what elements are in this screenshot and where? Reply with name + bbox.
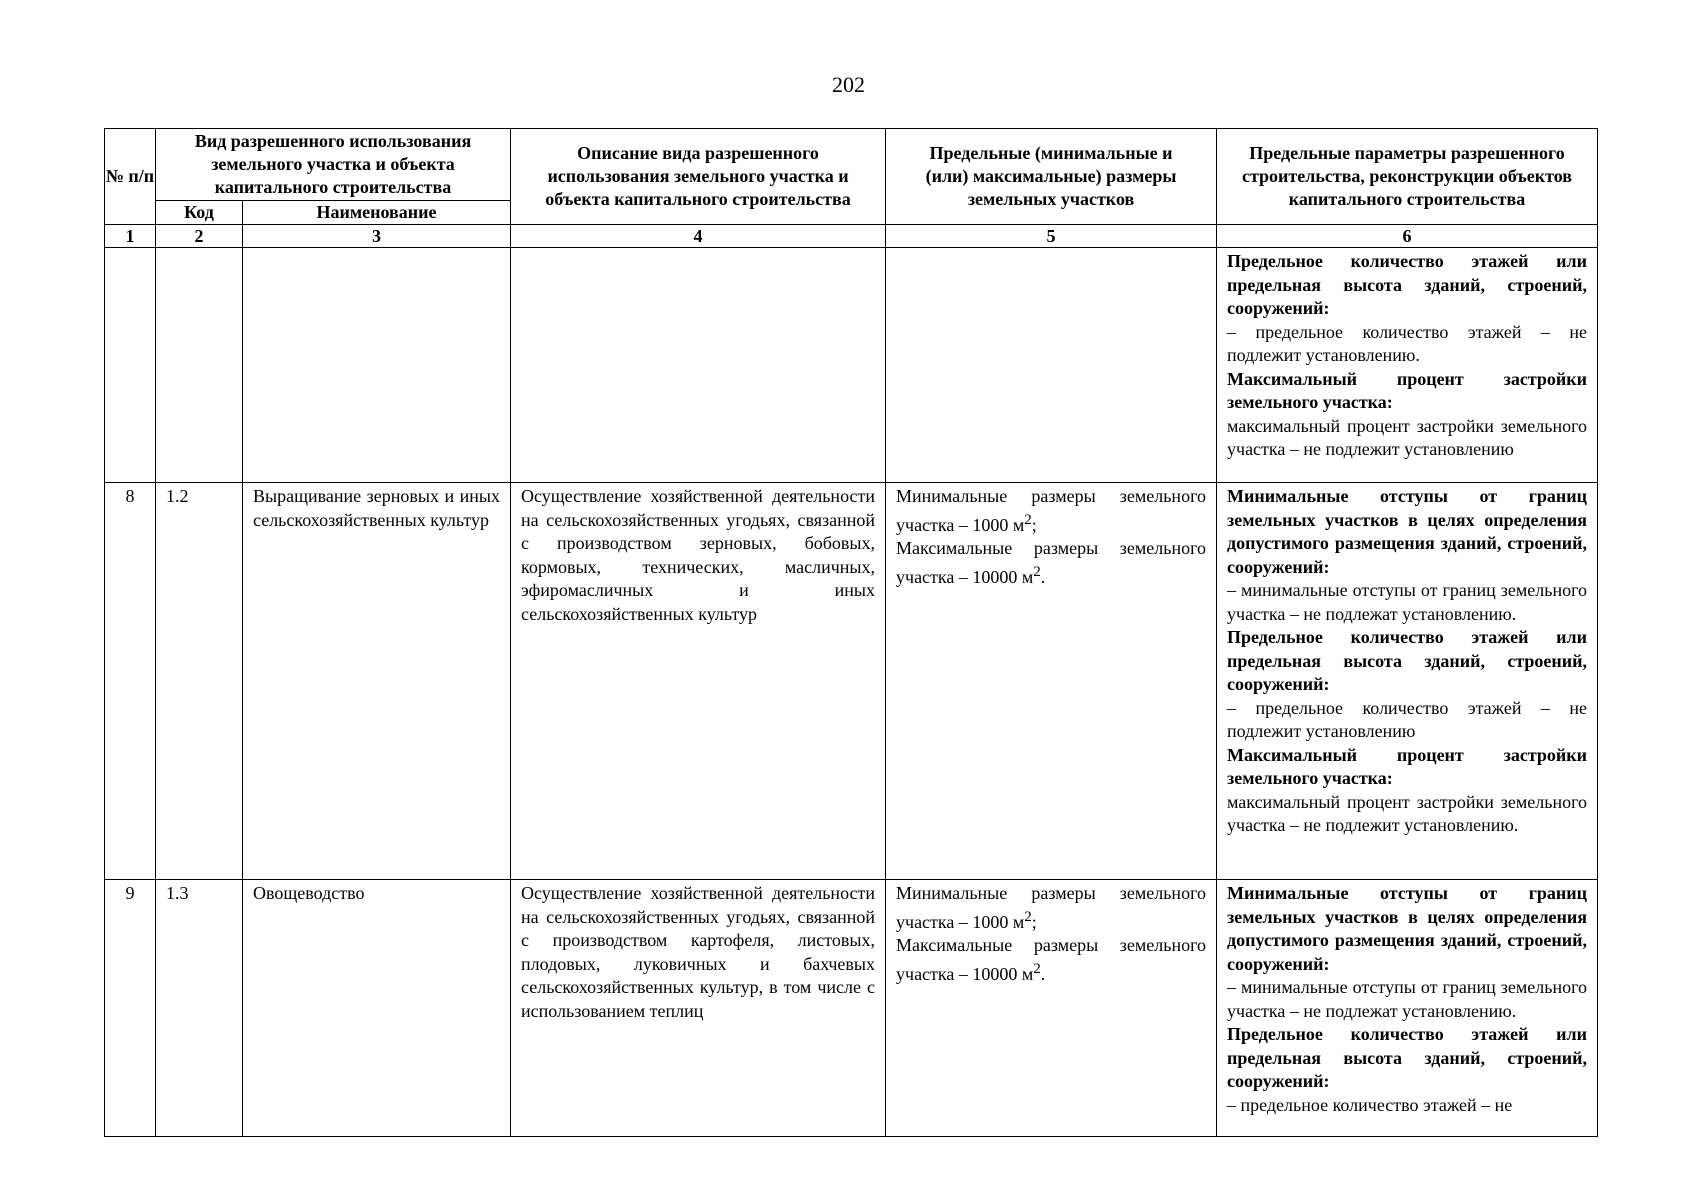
row-name <box>243 248 511 483</box>
table-row <box>105 880 1598 1137</box>
row-description <box>511 248 886 483</box>
row-params <box>1217 483 1598 880</box>
row-number <box>105 248 156 483</box>
param-heading: Минимальные отступы от границ земельных участков в целях определения допустимого размещения зданий, строений, сооружений: <box>1227 486 1588 577</box>
row-number: 8 <box>105 483 156 880</box>
column-number: 4 <box>511 225 886 248</box>
header-no: № п/п <box>105 129 156 225</box>
row-params <box>1217 248 1598 483</box>
header-use-type: Вид разрешенного использования земельного участка и объекта капитального строительства <box>156 129 511 201</box>
column-number: 3 <box>243 225 511 248</box>
row-description: Осуществление хозяйственной деятельности на сельскохозяйственных угодьях, связанной с производством зерновых, бобовых, кормовых, технических, масличных, эфиромасличных и иных сельскохозяйственных культур <box>511 483 886 880</box>
param-text: – предельное количество этажей – не <box>1227 1094 1513 1115</box>
page-number: 202 <box>832 72 865 97</box>
header-code: Код <box>156 201 243 225</box>
param-text: максимальный процент застройки земельного участка – не подлежит установлению <box>1227 415 1588 459</box>
row-sizes <box>886 880 1217 1137</box>
row-description: Осуществление хозяйственной деятельности на сельскохозяйственных угодьях, связанной с производством картофеля, листовых, плодовых, луковичных и бахчевых сельскохозяйственных культур, в том числе с использованием теплиц <box>511 880 886 1137</box>
superscript: 2 <box>1033 960 1041 977</box>
max-size: Максимальные размеры земельного участка – 10000 м <box>896 935 1207 984</box>
separator: ; <box>1031 514 1037 535</box>
superscript: 2 <box>1024 511 1032 528</box>
header-plot-sizes: Предельные (минимальные и (или) максимальные) размеры земельных участков <box>886 129 1217 225</box>
row-sizes <box>886 483 1217 880</box>
param-heading: Предельное количество этажей или предельная высота зданий, строений, сооружений: <box>1227 1024 1588 1091</box>
column-number: 6 <box>1217 225 1598 248</box>
superscript: 2 <box>1033 563 1041 580</box>
max-size: Максимальные размеры земельного участка – 10000 м <box>896 538 1207 587</box>
row-sizes <box>886 248 1217 483</box>
row-code <box>156 248 243 483</box>
table-row <box>105 483 1598 880</box>
separator: . <box>1040 566 1046 587</box>
min-size: Минимальные размеры земельного участка – 1000 м <box>896 486 1207 535</box>
row-code: 1.3 <box>156 880 243 1137</box>
param-heading: Максимальный процент застройки земельного участка: <box>1227 368 1588 412</box>
separator: . <box>1040 963 1046 984</box>
header-name: Наименование <box>243 201 511 225</box>
column-numbers-row <box>105 225 1598 248</box>
column-number: 2 <box>156 225 243 248</box>
column-number: 1 <box>105 225 156 248</box>
regulations-table <box>104 128 1598 1137</box>
header-description: Описание вида разрешенного использования земельного участка и объекта капитального строительства <box>511 129 886 225</box>
param-text: – предельное количество этажей – не подлежит установлению. <box>1227 321 1588 365</box>
row-number: 9 <box>105 880 156 1137</box>
param-text: – минимальные отступы от границ земельного участка – не подлежат установлению. <box>1227 977 1588 1021</box>
header-construction-params: Предельные параметры разрешенного строительства, реконструкции объектов капитального строительства <box>1217 129 1598 225</box>
row-name: Овощеводство <box>243 880 511 1137</box>
param-text: – минимальные отступы от границ земельного участка – не подлежат установлению. <box>1227 580 1588 624</box>
param-heading: Предельное количество этажей или предельная высота зданий, строений, сооружений: <box>1227 251 1588 318</box>
table-row <box>105 248 1598 483</box>
param-heading: Предельное количество этажей или предельная высота зданий, строений, сооружений: <box>1227 627 1588 694</box>
separator: ; <box>1031 911 1037 932</box>
row-name: Выращивание зерновых и иных сельскохозяйственных культур <box>243 483 511 880</box>
param-heading: Минимальные отступы от границ земельных участков в целях определения допустимого размещения зданий, строений, сооружений: <box>1227 883 1588 974</box>
param-text: максимальный процент застройки земельного участка – не подлежит установлению. <box>1227 791 1588 835</box>
column-number: 5 <box>886 225 1217 248</box>
param-text: – предельное количество этажей – не подлежит установлению <box>1227 697 1588 741</box>
param-heading: Максимальный процент застройки земельного участка: <box>1227 744 1588 788</box>
min-size: Минимальные размеры земельного участка – 1000 м <box>896 883 1207 932</box>
row-code: 1.2 <box>156 483 243 880</box>
superscript: 2 <box>1024 908 1032 925</box>
row-params <box>1217 880 1598 1137</box>
